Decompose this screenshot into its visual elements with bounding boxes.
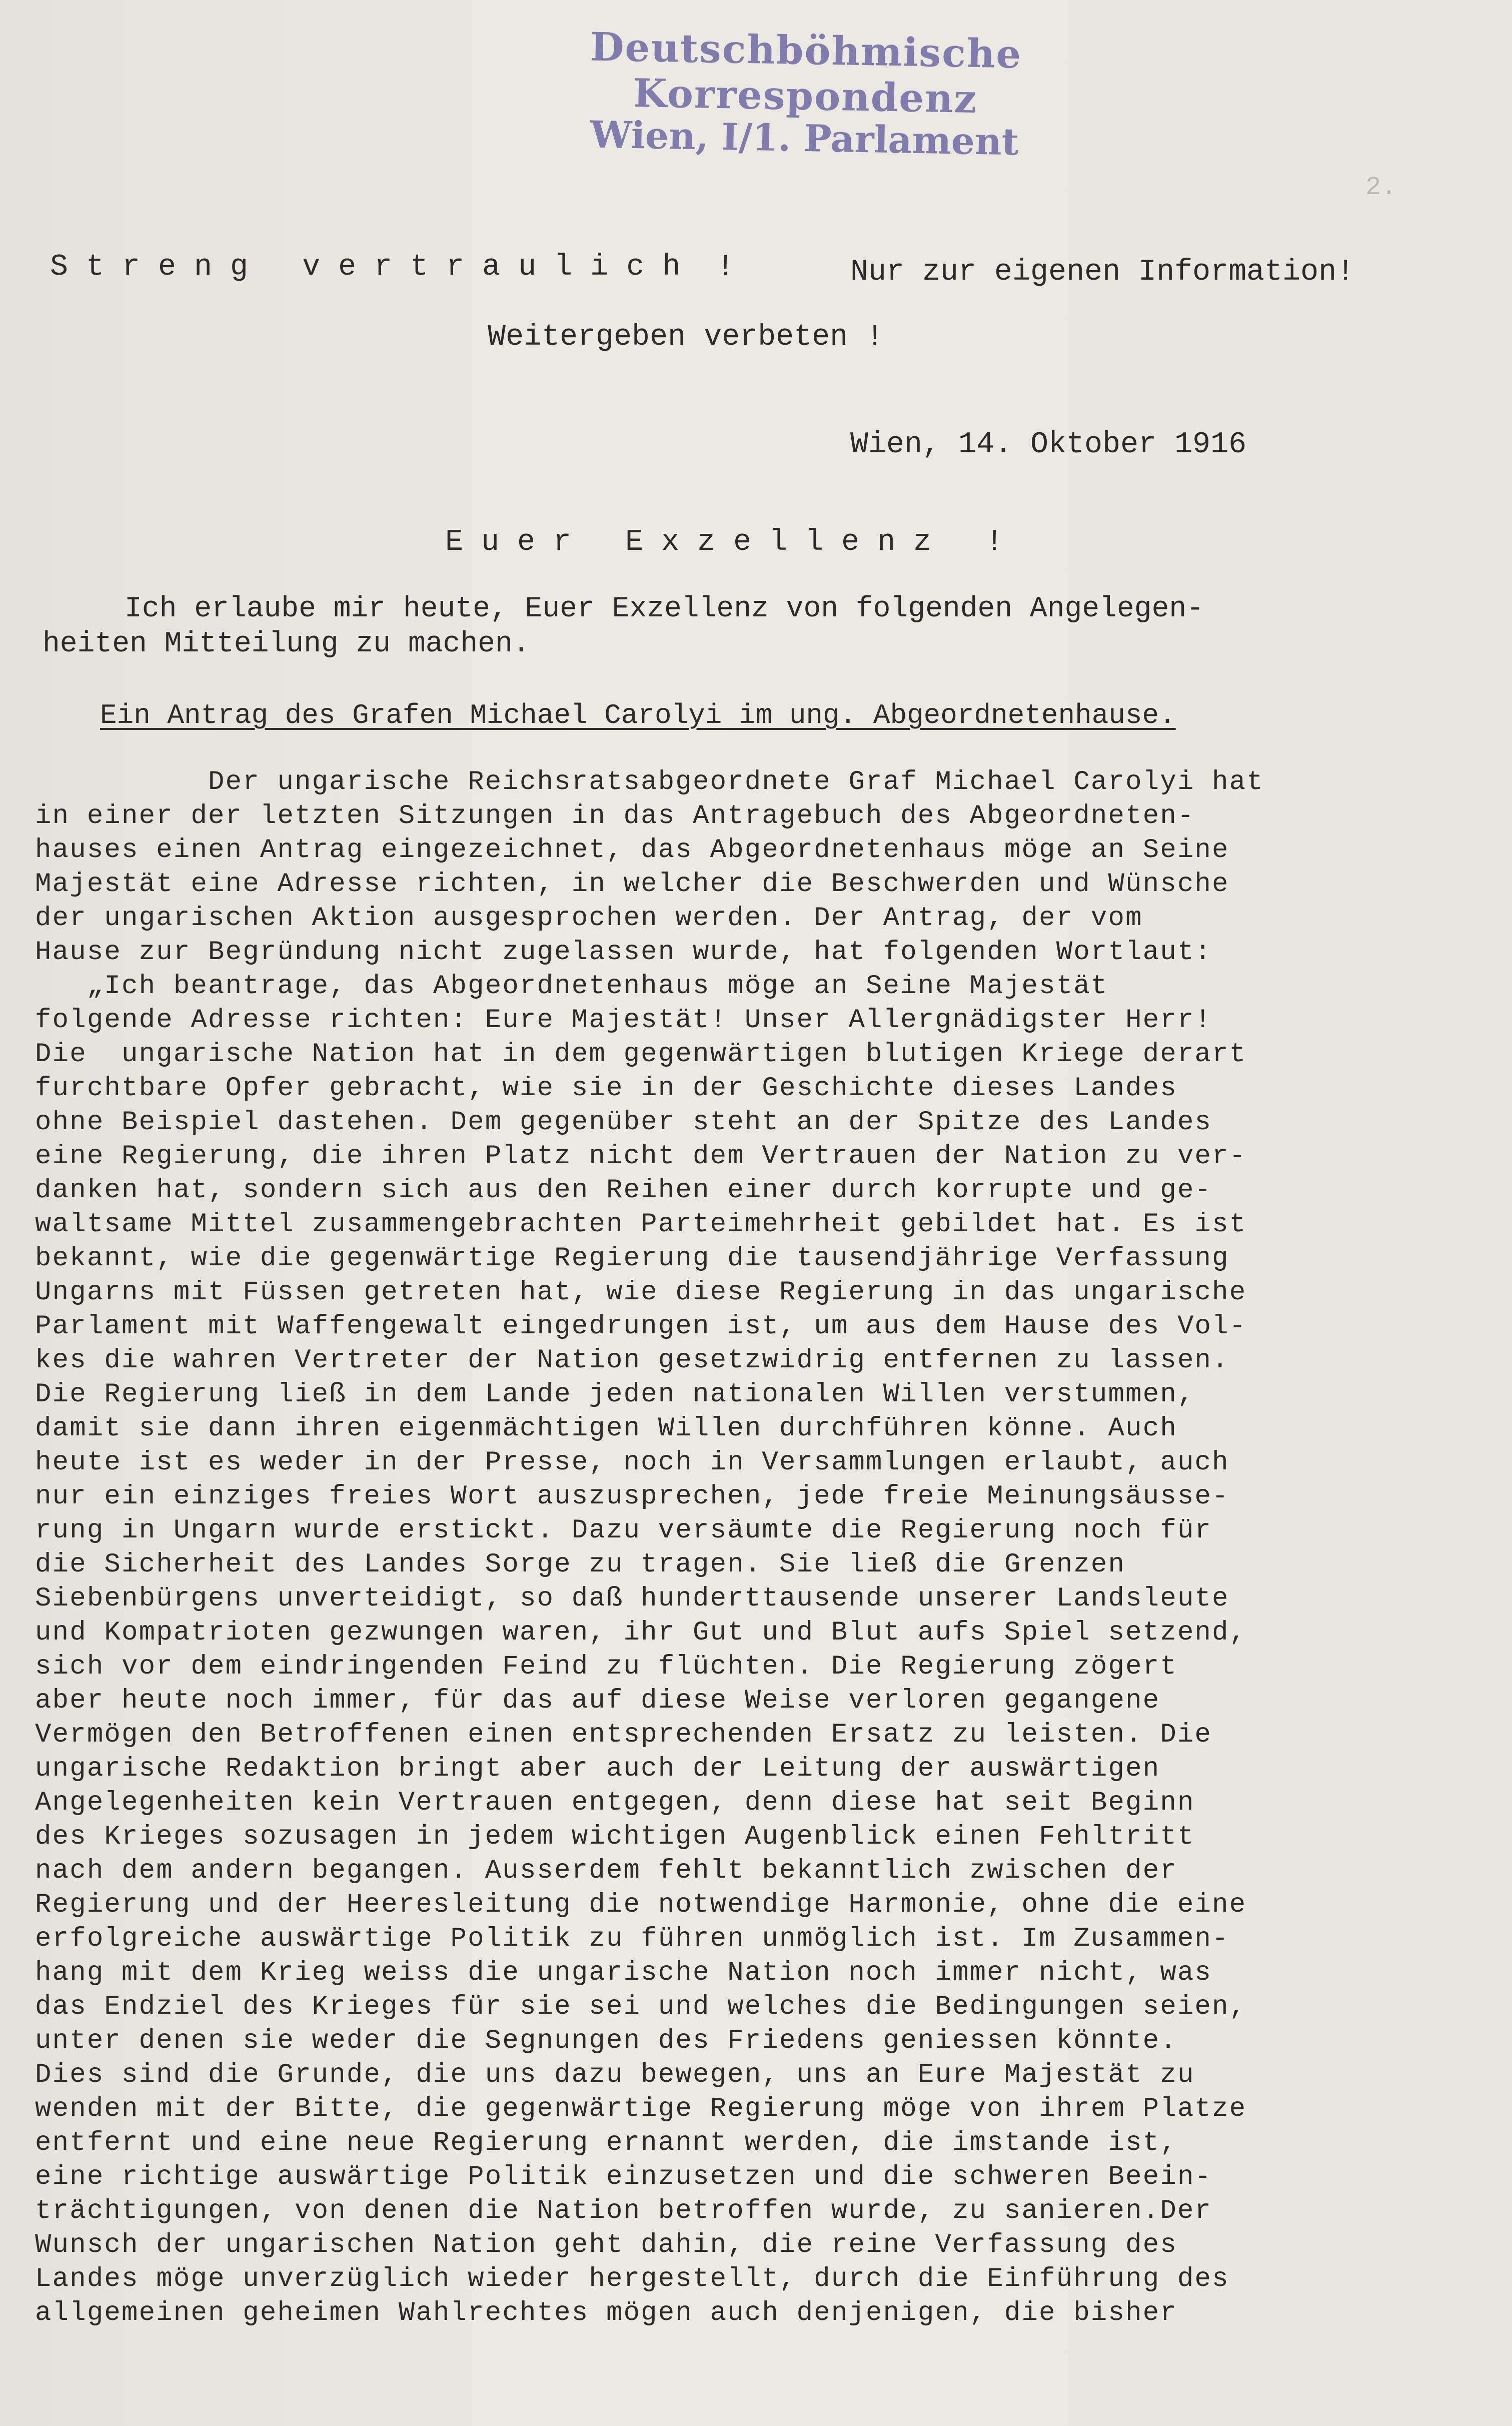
intro-line-1: Ich erlaube mir heute, Euer Exzellenz von folgenden Angelegen- xyxy=(38,593,1204,625)
date-line: Wien, 14. Oktober 1916 xyxy=(850,428,1247,462)
stamp-line-1: Deutschböhmische Korrespondenz xyxy=(590,24,1022,122)
body-line: kes die wahren Vertreter der Nation gesetzwidrig entfernen zu lassen. xyxy=(35,1345,1229,1376)
body-line: der ungarischen Aktion ausgesprochen werden. Der Antrag, der vom xyxy=(35,903,1143,934)
page-number: 2. xyxy=(1365,173,1397,202)
body-line: nur ein einziges freies Wort auszusprechen, jede freie Meinungsäusse- xyxy=(35,1481,1229,1512)
body-line: hauses einen Antrag eingezeichnet, das Abgeordnetenhaus möge an Seine xyxy=(35,835,1229,866)
body-line: ohne Beispiel dastehen. Dem gegenüber steht an der Spitze des Landes xyxy=(35,1107,1212,1138)
body-line: eine richtige auswärtige Politik einzusetzen und die schweren Beein- xyxy=(35,2162,1212,2192)
body-line: Siebenbürgens unverteidigt, so daß hunderttausende unserer Landsleute xyxy=(35,1583,1229,1614)
body-line: Die Regierung ließ in dem Lande jeden nationalen Willen verstummen, xyxy=(35,1379,1195,1410)
body-line: Majestät eine Adresse richten, in welcher die Beschwerden und Wünsche xyxy=(35,869,1229,900)
body-line: rung in Ungarn wurde erstickt. Dazu versäumte die Regierung noch für xyxy=(35,1515,1212,1546)
body-line: wenden mit der Bitte, die gegenwärtige Regierung möge von ihrem Platze xyxy=(35,2094,1247,2124)
body-line: Landes möge unverzüglich wieder hergestellt, durch die Einführung des xyxy=(35,2264,1229,2294)
body-line: ungarische Redaktion bringt aber auch der Leitung der auswärtigen xyxy=(35,1754,1160,1784)
body-line: heute ist es weder in der Presse, noch in Versammlungen erlaubt, auch xyxy=(35,1447,1229,1478)
body-line: „Ich beantrage, das Abgeordnetenhaus möge an Seine Majestät xyxy=(35,971,1108,1002)
body-line: die Sicherheit des Landes Sorge zu tragen. Sie ließ die Grenzen xyxy=(35,1549,1126,1580)
body-line: in einer der letzten Sitzungen in das Antragebuch des Abgeordneten- xyxy=(35,801,1195,832)
body-line: unter denen sie weder die Segnungen des Friedens geniessen könnte. xyxy=(35,2026,1177,2056)
body-line: Vermögen den Betroffenen einen entsprechenden Ersatz zu leisten. Die xyxy=(35,1720,1212,1750)
body-line: hang mit dem Krieg weiss die ungarische Nation noch immer nicht, was xyxy=(35,1958,1212,1988)
body-line: das Endziel des Krieges für sie sei und welches die Bedingungen seien, xyxy=(35,1992,1247,2022)
body-line: folgende Adresse richten: Eure Majestät! Unser Allergnädigster Herr! xyxy=(35,1005,1212,1036)
body-line: Die ungarische Nation hat in dem gegenwärtigen blutigen Kriege derart xyxy=(35,1039,1247,1070)
body-line: Ungarns mit Füssen getreten hat, wie diese Regierung in das ungarische xyxy=(35,1277,1247,1308)
body-line: damit sie dann ihren eigenmächtigen Willen durchführen könne. Auch xyxy=(35,1413,1177,1444)
intro-line-2: heiten Mitteilung zu machen. xyxy=(43,628,530,660)
body-line: Parlament mit Waffengewalt eingedrungen ist, um aus dem Hause des Vol- xyxy=(35,1311,1247,1342)
body-line: eine Regierung, die ihren Platz nicht dem Vertrauen der Nation zu ver- xyxy=(35,1141,1247,1172)
body-line: aber heute noch immer, für das auf diese Weise verloren gegangene xyxy=(35,1686,1160,1716)
body-line: Dies sind die Grunde, die uns dazu bewegen, uns an Eure Majestät zu xyxy=(35,2060,1195,2090)
body-line: Angelegenheiten kein Vertrauen entgegen, denn diese hat seit Beginn xyxy=(35,1788,1195,1818)
correspondence-stamp xyxy=(559,24,1051,164)
body-line: Hause zur Begründung nicht zugelassen wurde, hat folgenden Wortlaut: xyxy=(35,937,1212,968)
own-information-note: Nur zur eigenen Information! xyxy=(850,255,1355,289)
body-line: sich vor dem eindringenden Feind zu flüchten. Die Regierung zögert xyxy=(35,1652,1177,1682)
body-line: erfolgreiche auswärtige Politik zu führen unmöglich ist. Im Zusammen- xyxy=(35,1924,1229,1954)
body-line: und Kompatrioten gezwungen waren, ihr Gut und Blut aufs Spiel setzend, xyxy=(35,1618,1247,1648)
confidential-heading: S t r e n g v e r t r a u l i c h ! xyxy=(50,250,735,284)
salutation: E u e r E x z e l l e n z ! xyxy=(445,525,1004,559)
body-line: Der ungarische Reichsratsabgeordnete Graf Michael Carolyi hat xyxy=(35,767,1264,797)
body-line: allgemeinen geheimen Wahlrechtes mögen auch denjenigen, die bisher xyxy=(35,2298,1177,2328)
stamp-line-2: Wien, I/1. Parlament xyxy=(590,113,1019,164)
body-line: des Krieges sozusagen in jedem wichtigen Augenblick einen Fehltritt xyxy=(35,1822,1195,1852)
body-line: entfernt und eine neue Regierung ernannt werden, die imstande ist, xyxy=(35,2128,1177,2158)
section-title: Ein Antrag des Grafen Michael Carolyi im ung. Abgeordnetenhause. xyxy=(100,699,1176,731)
body-line: Regierung und der Heeresleitung die notwendige Harmonie, ohne die eine xyxy=(35,1890,1247,1920)
no-forward-note: Weitergeben verbeten ! xyxy=(488,320,884,354)
body-line: nach dem andern begangen. Ausserdem fehlt bekanntlich zwischen der xyxy=(35,1856,1177,1886)
body-line: furchtbare Opfer gebracht, wie sie in der Geschichte dieses Landes xyxy=(35,1073,1177,1104)
body-line: Wunsch der ungarischen Nation geht dahin, die reine Verfassung des xyxy=(35,2230,1177,2260)
body-line: danken hat, sondern sich aus den Reihen einer durch korrupte und ge- xyxy=(35,1175,1212,1206)
body-line: trächtigungen, von denen die Nation betroffen wurde, zu sanieren.Der xyxy=(35,2196,1212,2226)
body-line: bekannt, wie die gegenwärtige Regierung die tausendjährige Verfassung xyxy=(35,1243,1229,1274)
body-line: waltsame Mittel zusammengebrachten Parteimehrheit gebildet hat. Es ist xyxy=(35,1209,1247,1240)
letter-body xyxy=(35,765,1465,2330)
